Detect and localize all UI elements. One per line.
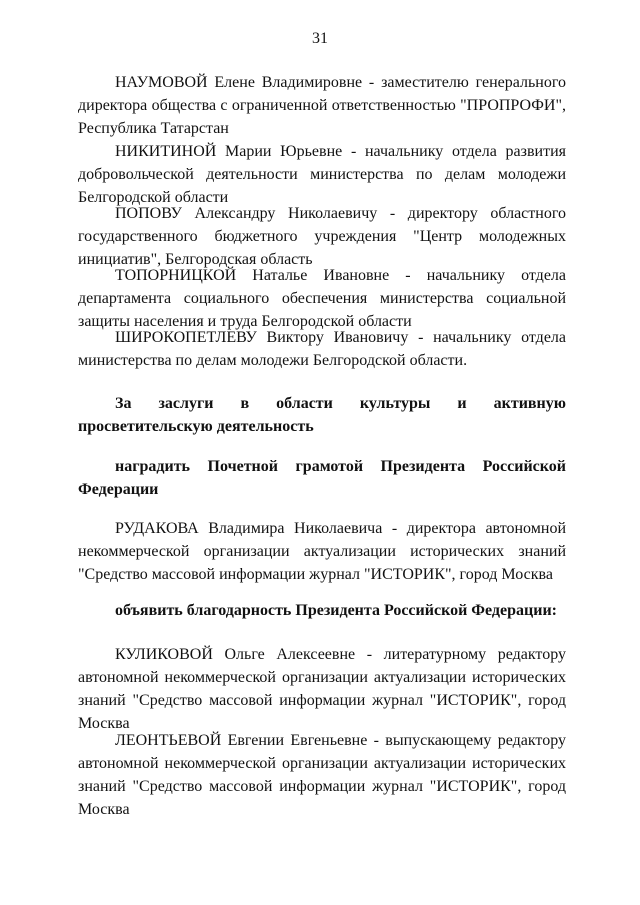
recipient-paragraph: НИКИТИНОЙ Марии Юрьевне - начальнику отдела развития добровольческой деятельности министерства по делам молодежи Белгородской области bbox=[78, 143, 566, 206]
page-number: 31 bbox=[312, 30, 328, 47]
gratitude-recipient-paragraph: КУЛИКОВОЙ Ольге Алексеевне - литературному редактору автономной некоммерческой организации актуализации исторических знаний "Средство массовой информации журнал "ИСТОРИК", город Москва bbox=[78, 646, 566, 732]
award-heading-certificate: наградить Почетной грамотой Президента Российской Федерации bbox=[78, 458, 566, 498]
award-heading-gratitude: объявить благодарность Президента Российской Федерации: bbox=[115, 602, 557, 619]
award-recipient-paragraph: РУДАКОВА Владимира Николаевича - директора автономной некоммерческой организации актуализации исторических знаний "Средство массовой информации журнал "ИСТОРИК", город Москва bbox=[78, 520, 566, 583]
section-heading: За заслуги в области культуры и активную просветительскую деятельность bbox=[78, 395, 566, 435]
recipient-paragraph: НАУМОВОЙ Елене Владимировне - заместителю генерального директора общества с ограниченной ответственностью "ПРОПРОФИ", Республика Татарстан bbox=[78, 74, 566, 137]
gratitude-recipient-paragraph: ЛЕОНТЬЕВОЙ Евгении Евгеньевне - выпускающему редактору автономной некоммерческой организации актуализации исторических знаний "Средство массовой информации журнал "ИСТОРИК", город Москва bbox=[78, 732, 566, 818]
recipient-paragraph: ПОПОВУ Александру Николаевичу - директору областного государственного бюджетного учреждения "Центр молодежных инициатив", Белгородская область bbox=[78, 205, 566, 268]
recipient-paragraph: ШИРОКОПЕТЛЕВУ Виктору Ивановичу - начальнику отдела министерства по делам молодежи Белгородской области. bbox=[78, 329, 566, 369]
recipient-paragraph: ТОПОРНИЦКОЙ Наталье Ивановне - начальнику отдела департамента социального обеспечения министерства социальной защиты населения и труда Белгородской области bbox=[78, 267, 566, 330]
